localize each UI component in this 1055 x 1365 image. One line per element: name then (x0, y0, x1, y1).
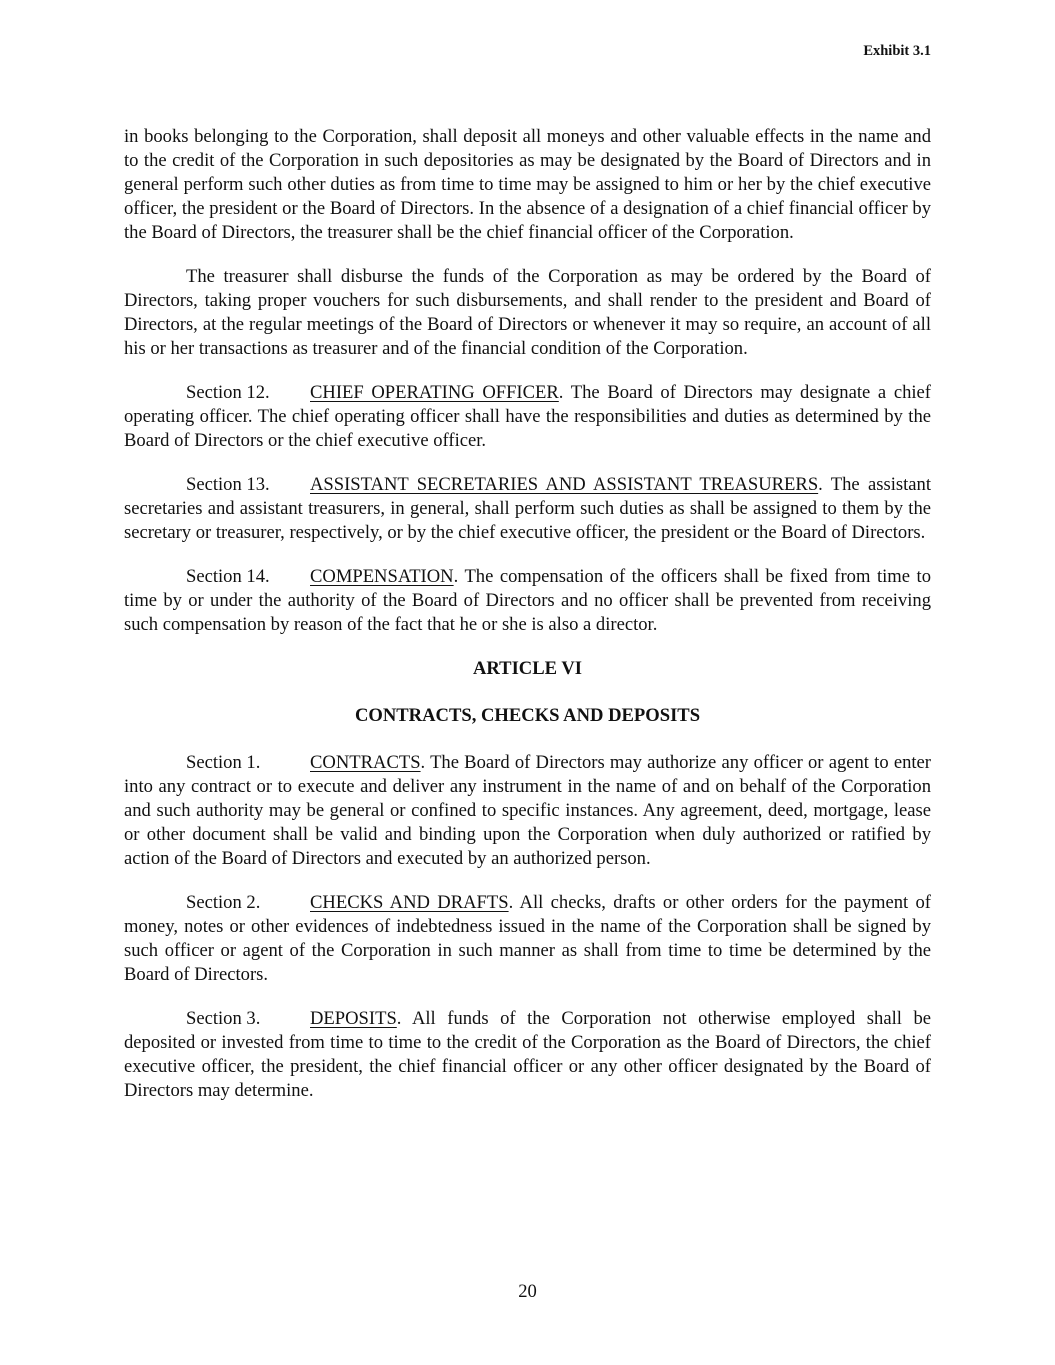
section-body: . All funds of the Corporation not otherwise employed shall be deposited or invested from time to time to the credit of the Corporation as the Board of Directors, the chief executive officer, the president, the chief financial officer or any other officer designated by the Board of Directors may determine. (124, 1008, 931, 1101)
section-title: CONTRACTS (310, 752, 421, 773)
section-title: CHECKS AND DRAFTS (310, 892, 509, 913)
article-vi-section-1 (124, 751, 931, 871)
section-14 (124, 565, 931, 637)
section-number: Section 13. (186, 474, 270, 495)
section-number: Section 1. (186, 752, 261, 773)
section-title: COMPENSATION (310, 566, 454, 587)
article-vi-section-3 (124, 1007, 931, 1103)
exhibit-label: Exhibit 3.1 (863, 43, 931, 59)
article-vi-section-2 (124, 891, 931, 987)
section-body: . All checks, drafts or other orders for the payment of money, notes or other evidences of indebtedness issued in the name of the Corporation shall be signed by such officer or agent of the Corporation in such manner as shall from time to time be determined by the Board of Directors. (124, 892, 931, 985)
section-13 (124, 473, 931, 545)
section-number: Section 2. (186, 892, 261, 913)
section-12 (124, 381, 931, 453)
article-heading: ARTICLE VI (472, 658, 583, 679)
article-subheading: CONTRACTS, CHECKS AND DEPOSITS (354, 705, 701, 726)
section-number: Section 3. (186, 1008, 261, 1029)
paragraph-treasurer-duties: in books belonging to the Corporation, shall deposit all moneys and other valuable effects in the name and to the credit of the Corporation in such depositories as may be designated by the Board of Directors and in general perform such other duties as from time to time may be assigned to him or her by the chief executive officer, the president or the Board of Directors. In the absence of a designation of a chief financial officer by the Board of Directors, the treasurer shall be the chief financial officer of the Corporation. (124, 126, 931, 243)
section-title: CHIEF OPERATING OFFICER (310, 382, 559, 403)
section-title: DEPOSITS (310, 1008, 397, 1029)
section-title: ASSISTANT SECRETARIES AND ASSISTANT TREASURERS (310, 474, 819, 495)
section-body: . The Board of Directors may authorize any officer or agent to enter into any contract or to execute and deliver any instrument in the name of and on behalf of the Corporation and such authority may be general or confined to specific instances. Any agreement, deed, mortgage, lease or other document shall be valid and binding upon the Corporation when duly authorized or ratified by action of the Board of Directors and executed by an authorized person. (124, 752, 931, 869)
section-body: . The assistant secretaries and assistant treasurers, in general, shall perform such duties as shall be assigned to them by the secretary or treasurer, respectively, or by the chief executive officer, the president or the Board of Directors. (124, 474, 931, 543)
section-number: Section 12. (186, 382, 270, 403)
document-body (124, 125, 931, 1123)
section-number: Section 14. (186, 566, 270, 587)
section-body: . The Board of Directors may designate a chief operating officer. The chief operating officer shall have the responsibilities and duties as determined by the Board of Directors or the chief executive officer. (124, 382, 931, 451)
paragraph-treasurer-disbursement: The treasurer shall disburse the funds of the Corporation as may be ordered by the Board of Directors, taking proper vouchers for such disbursements, and shall render to the president and Board of Directors, at the regular meetings of the Board of Directors or whenever it may so require, an account of all his or her transactions as treasurer and of the financial condition of the Corporation. (124, 266, 931, 359)
section-body: . The compensation of the officers shall be fixed from time to time by or under the authority of the Board of Directors and no officer shall be prevented from receiving such compensation by reason of the fact that he or she is also a director. (124, 566, 931, 635)
page-number: 20 (518, 1281, 537, 1302)
